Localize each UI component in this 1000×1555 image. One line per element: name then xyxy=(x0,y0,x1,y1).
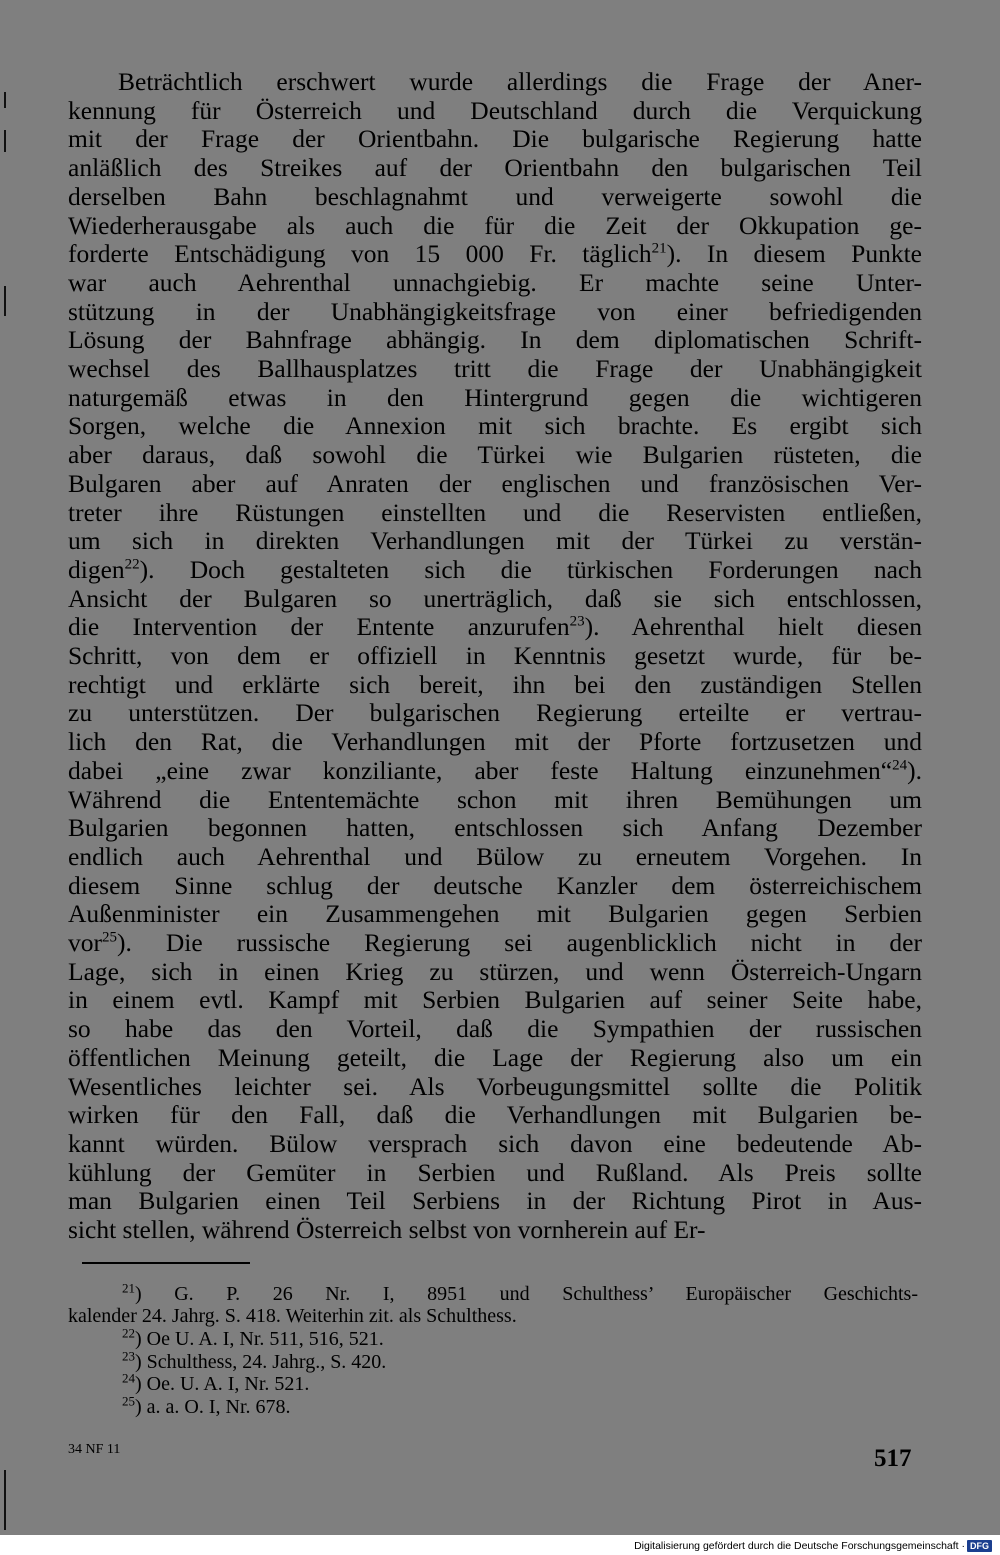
footnote-number-paren: ) xyxy=(135,1283,175,1305)
text-line xyxy=(68,872,922,900)
footnote-line xyxy=(122,1348,387,1373)
text-line xyxy=(68,412,922,440)
footnote-line xyxy=(122,1393,291,1418)
scan-edge-mark xyxy=(4,1470,6,1530)
text-line xyxy=(68,154,922,182)
text-line xyxy=(68,298,922,326)
text-run: Schritt, von dem er offiziell in Kenntnis gesetzt wurde, für be- xyxy=(68,641,922,670)
text-line xyxy=(68,699,922,727)
text-run: Während die Ententemächte schon mit ihren Bemühungen um xyxy=(68,784,922,814)
text-line xyxy=(68,527,922,555)
footnote-text: Oe. U. A. I, Nr. 521. xyxy=(146,1373,310,1395)
footnote-number-paren: ) xyxy=(135,1328,147,1350)
text-run: um sich in direkten Verhandlungen mit der Türkei zu verstän- xyxy=(68,526,922,556)
footnote-number-paren: ) xyxy=(135,1396,147,1418)
text-run: diesem Sinne schlug der deutsche Kanzler dem österreichischem xyxy=(68,870,922,900)
footnote-line xyxy=(68,1305,517,1327)
scan-edge-mark xyxy=(4,286,6,316)
text-run: rechtigt und erklärte sich bereit, ihn bei den zuständigen Stellen xyxy=(68,669,922,699)
text-line xyxy=(68,125,922,153)
text-run: ). xyxy=(907,755,922,785)
scan-edge-mark xyxy=(4,130,6,152)
text-run: die Intervention der Entente anzurufen xyxy=(68,612,570,642)
text-line xyxy=(68,1044,922,1072)
footnote-line xyxy=(122,1325,384,1350)
text-run: Wesentliches leichter sei. Als Vorbeugungsmittel sollte die Politik xyxy=(68,1071,922,1101)
text-line xyxy=(68,1159,922,1187)
text-run: wechsel des Ballhausplatzes tritt die Frage der Unabhängigkeit xyxy=(68,354,922,383)
text-line xyxy=(68,1130,922,1158)
text-line xyxy=(68,613,922,641)
text-run: ). Aehrenthal hielt diesen xyxy=(584,612,922,642)
text-run: lich den Rat, die Verhandlungen mit der Pforte fortzusetzen und xyxy=(68,727,922,757)
text-run: anläßlich des Streikes auf der Orientbahn den bulgarischen Teil xyxy=(68,153,922,183)
text-line xyxy=(118,68,922,96)
text-line xyxy=(68,355,922,383)
text-line xyxy=(68,269,922,297)
footnote-number: 21 xyxy=(122,1280,135,1296)
text-run: Ansicht der Bulgaren so unerträglich, daß sie sich entschlossen, xyxy=(68,583,922,613)
text-line xyxy=(68,499,922,527)
scan-edge-mark xyxy=(4,92,6,108)
text-line xyxy=(68,728,922,756)
text-run: naturgemäß etwas in den Hintergrund gegen die wichtigeren xyxy=(68,382,922,412)
text-run: öffentlichen Meinung geteilt, die Lage der Regierung also um ein xyxy=(68,1042,922,1072)
footnote-line xyxy=(122,1370,310,1395)
text-run: war auch Aehrenthal unnachgiebig. Er machte seine Unter- xyxy=(68,267,922,297)
text-run: mit der Frage der Orientbahn. Die bulgarische Regierung hatte xyxy=(68,124,922,154)
text-line xyxy=(68,958,922,986)
footnote-reference: 24 xyxy=(892,757,908,774)
footnote-number: 22 xyxy=(122,1325,135,1341)
text-run: Bulgarien begonnen hatten, entschlossen sich Anfang Dezember xyxy=(68,813,922,843)
footnote-text: kalender 24. Jahrg. S. 418. Weiterhin zit. als Schulthess. xyxy=(68,1305,517,1327)
text-line xyxy=(68,814,922,842)
text-run: so habe das den Vorteil, daß die Sympathien der russischen xyxy=(68,1014,922,1044)
footnote-number-paren: ) xyxy=(135,1373,147,1395)
text-run: derselben Bahn beschlagnahmt und verweigerte sowohl die xyxy=(68,181,922,211)
text-line xyxy=(68,326,922,354)
text-run: Wiederherausgabe als auch die für die Zeit der Okkupation ge- xyxy=(68,210,922,240)
text-line xyxy=(68,1216,922,1244)
text-run: treter ihre Rüstungen einstellten und die Reservisten entließen, xyxy=(68,497,922,527)
dfg-logo: DFG xyxy=(967,1540,992,1552)
text-line xyxy=(68,843,922,871)
text-line xyxy=(68,786,922,814)
footnote-number: 24 xyxy=(122,1370,135,1386)
footnote-number: 23 xyxy=(122,1348,135,1364)
text-run: Lage, sich in einen Krieg zu stürzen, und wenn Österreich-Ungarn xyxy=(68,956,922,986)
text-run: Sorgen, welche die Annexion mit sich brachte. Es ergibt sich xyxy=(68,411,922,441)
text-run: ). In diesem Punkte xyxy=(666,239,922,269)
text-line xyxy=(68,1187,922,1215)
text-run: ). Doch gestalteten sich die türkischen Forderungen nach xyxy=(139,554,922,584)
footnote-reference: 21 xyxy=(651,240,667,257)
text-line xyxy=(68,470,922,498)
text-line xyxy=(68,384,922,412)
text-line xyxy=(68,1073,922,1101)
text-run: kühlung der Gemüter in Serbien und Rußland. Als Preis sollte xyxy=(68,1157,922,1187)
text-run: kennung für Österreich und Deutschland durch die Verquickung xyxy=(68,95,922,125)
footnote-number: 25 xyxy=(122,1393,135,1409)
text-line xyxy=(68,929,922,957)
text-line xyxy=(68,556,922,584)
text-run: endlich auch Aehrenthal und Bülow zu erneutem Vorgehen. In xyxy=(68,841,922,871)
text-run: vor xyxy=(68,928,102,957)
text-run: Bulgaren aber auf Anraten der englischen und französischen Ver- xyxy=(68,468,922,498)
text-line xyxy=(68,1101,922,1129)
text-run: kannt würden. Bülow versprach sich davon eine bedeutende Ab- xyxy=(68,1128,922,1158)
text-run: zu unterstützen. Der bulgarischen Regierung erteilte er vertrau- xyxy=(68,698,922,728)
text-run: ). Die russische Regierung sei augenblicklich nicht in der xyxy=(117,928,922,957)
text-line xyxy=(68,585,922,613)
digitization-footer xyxy=(634,1539,992,1553)
text-run: man Bulgarien einen Teil Serbiens in der Richtung Pirot in Aus- xyxy=(68,1186,922,1216)
page-number: 517 xyxy=(874,1445,912,1472)
text-run: wirken für den Fall, daß die Verhandlungen mit Bulgarien be- xyxy=(68,1100,922,1130)
text-line xyxy=(68,900,922,928)
text-run: Lösung der Bahnfrage abhängig. In dem diplomatischen Schrift- xyxy=(68,325,922,355)
text-line xyxy=(68,671,922,699)
text-run: sicht stellen, während Österreich selbst von vornherein auf Er- xyxy=(68,1215,706,1244)
text-run: digen xyxy=(68,554,125,584)
text-run: Außenminister ein Zusammengehen mit Bulgarien gegen Serbien xyxy=(68,899,922,929)
footnote-reference: 22 xyxy=(124,556,140,573)
printer-signature-mark: 34 NF 11 xyxy=(68,1442,121,1457)
text-line xyxy=(68,1015,922,1043)
text-run: stützung in der Unabhängigkeitsfrage von einer befriedigenden xyxy=(68,296,922,326)
footnote-text: Oe U. A. I, Nr. 511, 516, 521. xyxy=(146,1328,384,1350)
text-run: in einem evtl. Kampf mit Serbien Bulgarien auf seiner Seite habe, xyxy=(68,985,922,1015)
text-line xyxy=(68,441,922,469)
text-run: Beträchtlich erschwert wurde allerdings die Frage der Aner- xyxy=(118,67,922,96)
text-line xyxy=(68,97,922,125)
text-run: dabei „eine zwar konziliante, aber feste Haltung einzunehmen“ xyxy=(68,755,893,785)
text-line xyxy=(68,183,922,211)
text-line xyxy=(68,642,922,670)
footnote-number-paren: ) xyxy=(135,1351,147,1373)
footnote-line xyxy=(122,1280,918,1305)
footnote-reference: 25 xyxy=(102,929,117,946)
text-line xyxy=(68,240,922,268)
footnote-text: Schulthess, 24. Jahrg., S. 420. xyxy=(146,1351,387,1373)
footnote-separator xyxy=(82,1262,250,1264)
footnote-text: a. a. O. I, Nr. 678. xyxy=(146,1396,291,1418)
footnote-reference: 23 xyxy=(569,613,585,630)
text-line xyxy=(68,212,922,240)
digitization-credit: Digitalisierung gefördert durch die Deutsche Forschungsgemeinschaft · xyxy=(634,1540,965,1552)
text-line xyxy=(68,986,922,1014)
footnote-text: G. P. 26 Nr. I, 8951 und Schulthess’ Europäischer Geschichts- xyxy=(174,1283,918,1305)
text-run: forderte Entschädigung von 15 000 Fr. täglich xyxy=(68,239,652,269)
text-line xyxy=(68,757,922,785)
text-run: aber daraus, daß sowohl die Türkei wie Bulgarien rüsteten, die xyxy=(68,440,922,470)
